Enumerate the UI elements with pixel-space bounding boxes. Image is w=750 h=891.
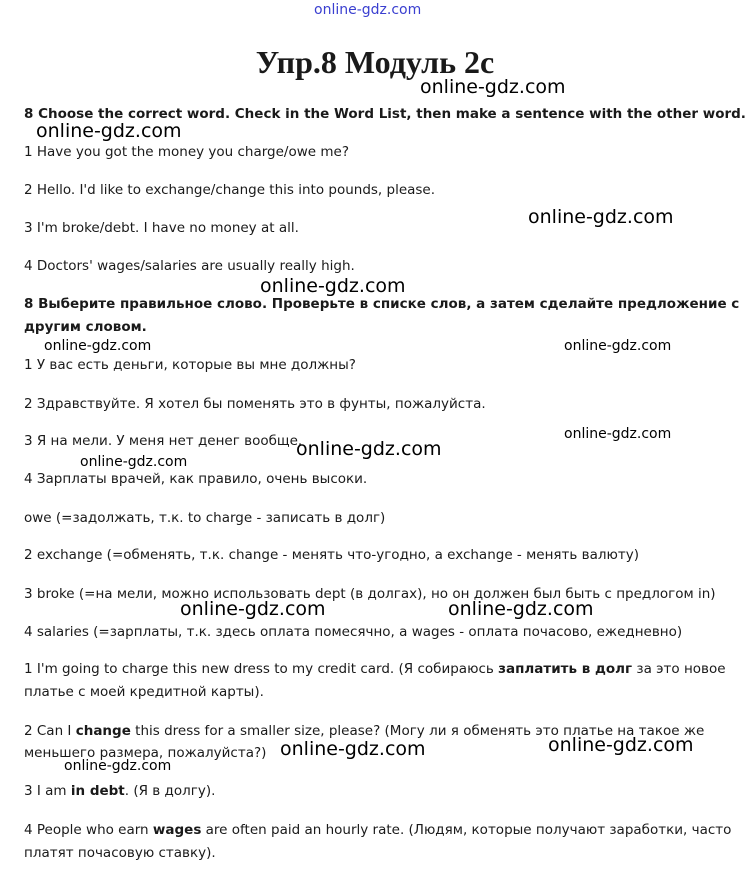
watermark: online-gdz.com — [548, 734, 694, 756]
watermark: online-gdz.com — [44, 338, 152, 354]
task-en-item: 2 Hello. I'd like to exchange/change this into pounds, please. — [24, 182, 436, 198]
sentence-1-pre: 1 I'm going to charge this new dress to my credit card. (Я собираюсь — [24, 661, 499, 677]
watermark: online-gdz.com — [420, 76, 566, 98]
sentence-4-pre: 4 People who earn — [24, 822, 153, 838]
task-en-item: 1 Have you got the money you charge/owe me? — [24, 144, 350, 160]
task-ru-item: 4 Зарплаты врачей, как правило, очень высоки. — [24, 471, 368, 487]
sentence-1-post: за это новое — [632, 661, 726, 677]
answer-item: 3 broke (=на мели, можно использовать dept (в долгах), но он должен был быть с предлогом in) — [24, 586, 716, 602]
watermark: online-gdz.com — [36, 120, 182, 142]
sentence-1-line1 — [24, 660, 726, 679]
watermark: online-gdz.com — [528, 206, 674, 228]
watermark: online-gdz.com — [280, 738, 426, 760]
task-ru-item: 1 У вас есть деньги, которые вы мне должны? — [24, 357, 356, 373]
task-en-item: 4 Doctors' wages/salaries are usually really high. — [24, 258, 355, 274]
watermark: online-gdz.com — [296, 438, 442, 460]
watermark: online-gdz.com — [564, 426, 672, 442]
watermark: online-gdz.com — [564, 338, 672, 354]
watermark-top: online-gdz.com — [314, 2, 422, 18]
task-en-heading: 8 Choose the correct word. Check in the Word List, then make a sentence with the other word. — [24, 106, 746, 122]
sentence-2-post: this dress for a smaller size, please? (Могу ли я обменять это платье на такое же — [130, 723, 705, 739]
sentence-2-pre: 2 Can I — [24, 723, 76, 739]
sentence-3-post: . (Я в долгу). — [124, 783, 216, 799]
task-en-item: 3 I'm broke/debt. I have no money at all. — [24, 220, 299, 236]
task-ru-heading-line1: 8 Выберите правильное слово. Проверьте в списке слов, а затем сделайте предложение с — [24, 296, 740, 312]
sentence-4-line1 — [24, 821, 731, 840]
sentence-3-pre: 3 I am — [24, 783, 71, 799]
task-ru-heading-line2: другим словом. — [24, 319, 147, 335]
sentence-4-post: are often paid an hourly rate. (Людям, которые получают заработки, часто — [201, 822, 732, 838]
sentence-1-line2: платье с моей кредитной карты). — [24, 684, 264, 700]
answer-item: owe (=задолжать, т.к. to charge - записать в долг) — [24, 510, 386, 526]
page-title: Упр.8 Модуль 2с — [255, 44, 495, 80]
answer-item: 2 exchange (=обменять, т.к. change - менять что-угодно, а exchange - менять валюту) — [24, 547, 639, 563]
watermark: online-gdz.com — [448, 598, 594, 620]
sentence-3 — [24, 782, 215, 801]
task-ru-item: 3 Я на мели. У меня нет денег вообще. — [24, 433, 303, 449]
task-ru-item: 2 Здравствуйте. Я хотел бы поменять это в фунты, пожалуйста. — [24, 396, 486, 412]
sentence-2-bold: change — [75, 723, 131, 739]
sentence-1-bold: заплатить в долг — [498, 661, 633, 677]
watermark: online-gdz.com — [180, 598, 326, 620]
sentence-4-bold: wages — [152, 822, 202, 838]
sentence-2-line2: меньшего размера, пожалуйста?) — [24, 745, 267, 761]
watermark: online-gdz.com — [80, 454, 188, 470]
answer-item: 4 salaries (=зарплаты, т.к. здесь оплата помесячно, а wages - оплата почасово, ежедневно) — [24, 624, 683, 640]
watermark: online-gdz.com — [64, 758, 172, 774]
watermark: online-gdz.com — [260, 275, 406, 297]
sentence-3-bold: in debt — [70, 783, 125, 799]
sentence-4-line2: платят почасовую ставку). — [24, 845, 216, 861]
